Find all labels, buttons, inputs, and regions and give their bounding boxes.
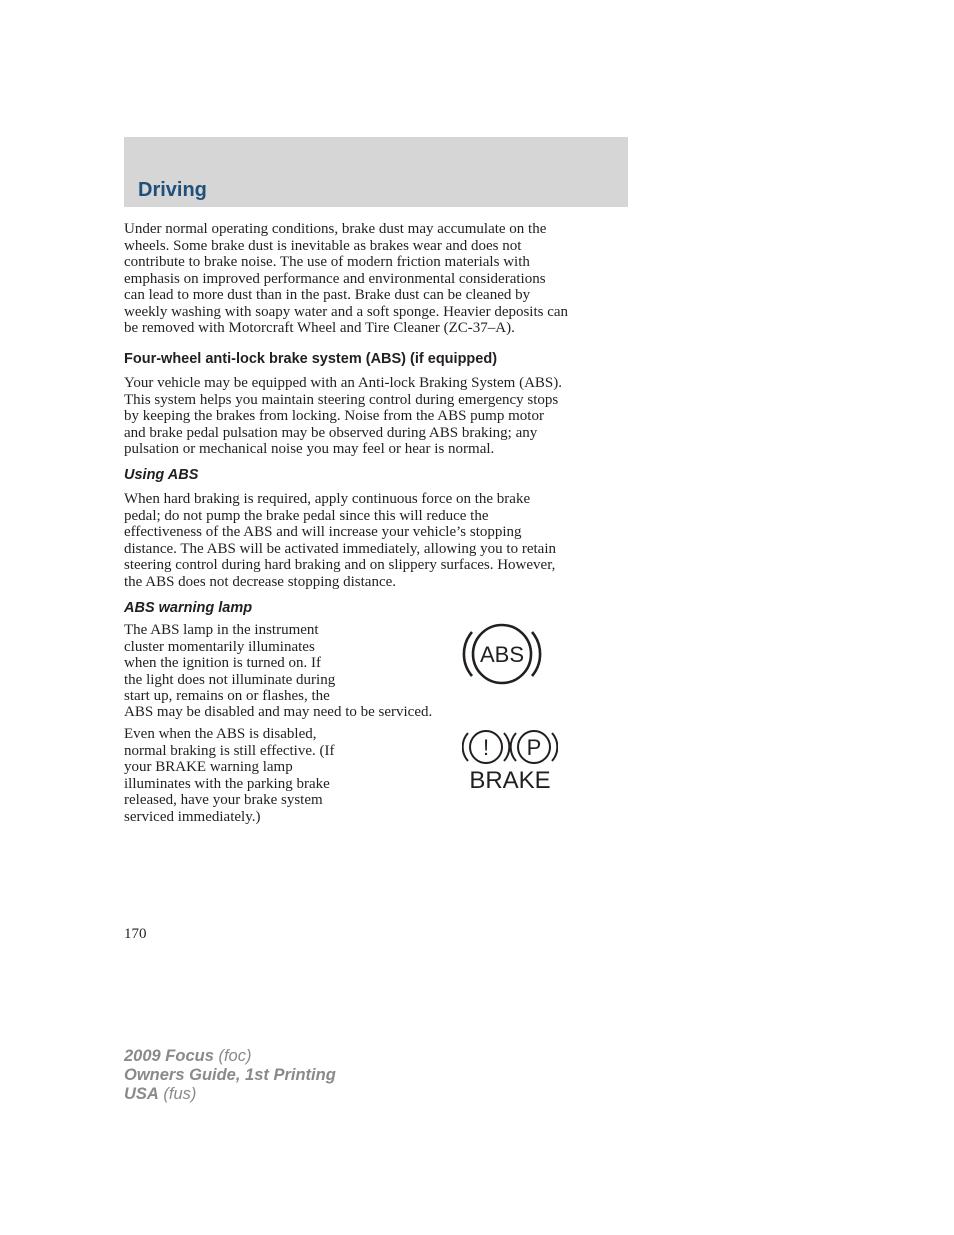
abs-heading: Four-wheel anti-lock brake system (ABS) (if equipped) <box>124 351 498 367</box>
section-header-band <box>124 137 628 207</box>
footer-market-code: (fus) <box>158 1085 197 1103</box>
using-abs-heading: Using ABS <box>124 467 199 483</box>
footer-model: 2009 Focus <box>124 1047 214 1065</box>
parking-p-icon: P <box>526 735 542 760</box>
abs-lamp-paragraph: The ABS lamp in the instrument cluster momentarily illuminates when the ignition is turned on. If the light does not illuminate during start up, remains on or flashes, the <box>124 622 336 704</box>
footer <box>124 1047 336 1104</box>
page-number: 170 <box>124 926 147 942</box>
section-title: Driving <box>138 179 207 201</box>
intro-paragraph: Under normal operating conditions, brake dust may accumulate on the wheels. Some brake dust is inevitable as brakes wear and does not contribute to brake noise. The use of modern friction materials with emphasis on improved performance and environmental considerations can lead to more dust than in the past. Brake dust can be cleaned by weekly washing with soapy water and a soft sponge. Heavier deposits can be removed with Motorcraft Wheel and Tire Cleaner (ZC-37–A). <box>124 221 569 336</box>
footer-market: USA <box>124 1085 159 1103</box>
footer-model-code: (foc) <box>213 1047 252 1065</box>
abs-paragraph: Your vehicle may be equipped with an Anti-lock Braking System (ABS). This system helps you maintain steering control during emergency stops by keeping the brakes from locking. Noise from the ABS pump motor and brake pedal pulsation may be observed during ABS braking; any pulsation or mechanical noise you may feel or hear is normal. <box>124 375 563 457</box>
abs-warning-lamp-heading: ABS warning lamp <box>124 600 253 616</box>
brake-warning-icon <box>462 728 558 794</box>
footer-guide: Owners Guide, 1st Printing <box>124 1066 336 1084</box>
exclamation-icon: ! <box>482 735 490 760</box>
footer-line-1 <box>124 1047 336 1066</box>
footer-line-3 <box>124 1085 336 1104</box>
using-abs-paragraph: When hard braking is required, apply continuous force on the brake pedal; do not pump the brake pedal since this will reduce the effectiveness of the ABS and will increase your vehicle’s stopping distance. The ABS will be activated immediately, allowing you to retain steering control during hard braking and on slippery surfaces. However, the ABS does not decrease stopping distance. <box>124 491 556 590</box>
abs-icon-text: ABS <box>479 642 525 667</box>
brake-lamp-paragraph: Even when the ABS is disabled, normal braking is still effective. (If your BRAKE warning lamp illuminates with the parking brake released, have your brake system serviced immediately.) <box>124 726 335 825</box>
brake-icon-label: BRAKE <box>469 767 551 794</box>
abs-warning-icon <box>462 622 542 686</box>
footer-line-2 <box>124 1066 336 1085</box>
abs-lamp-paragraph-last-line: ABS may be disabled and may need to be serviced. <box>124 704 433 720</box>
